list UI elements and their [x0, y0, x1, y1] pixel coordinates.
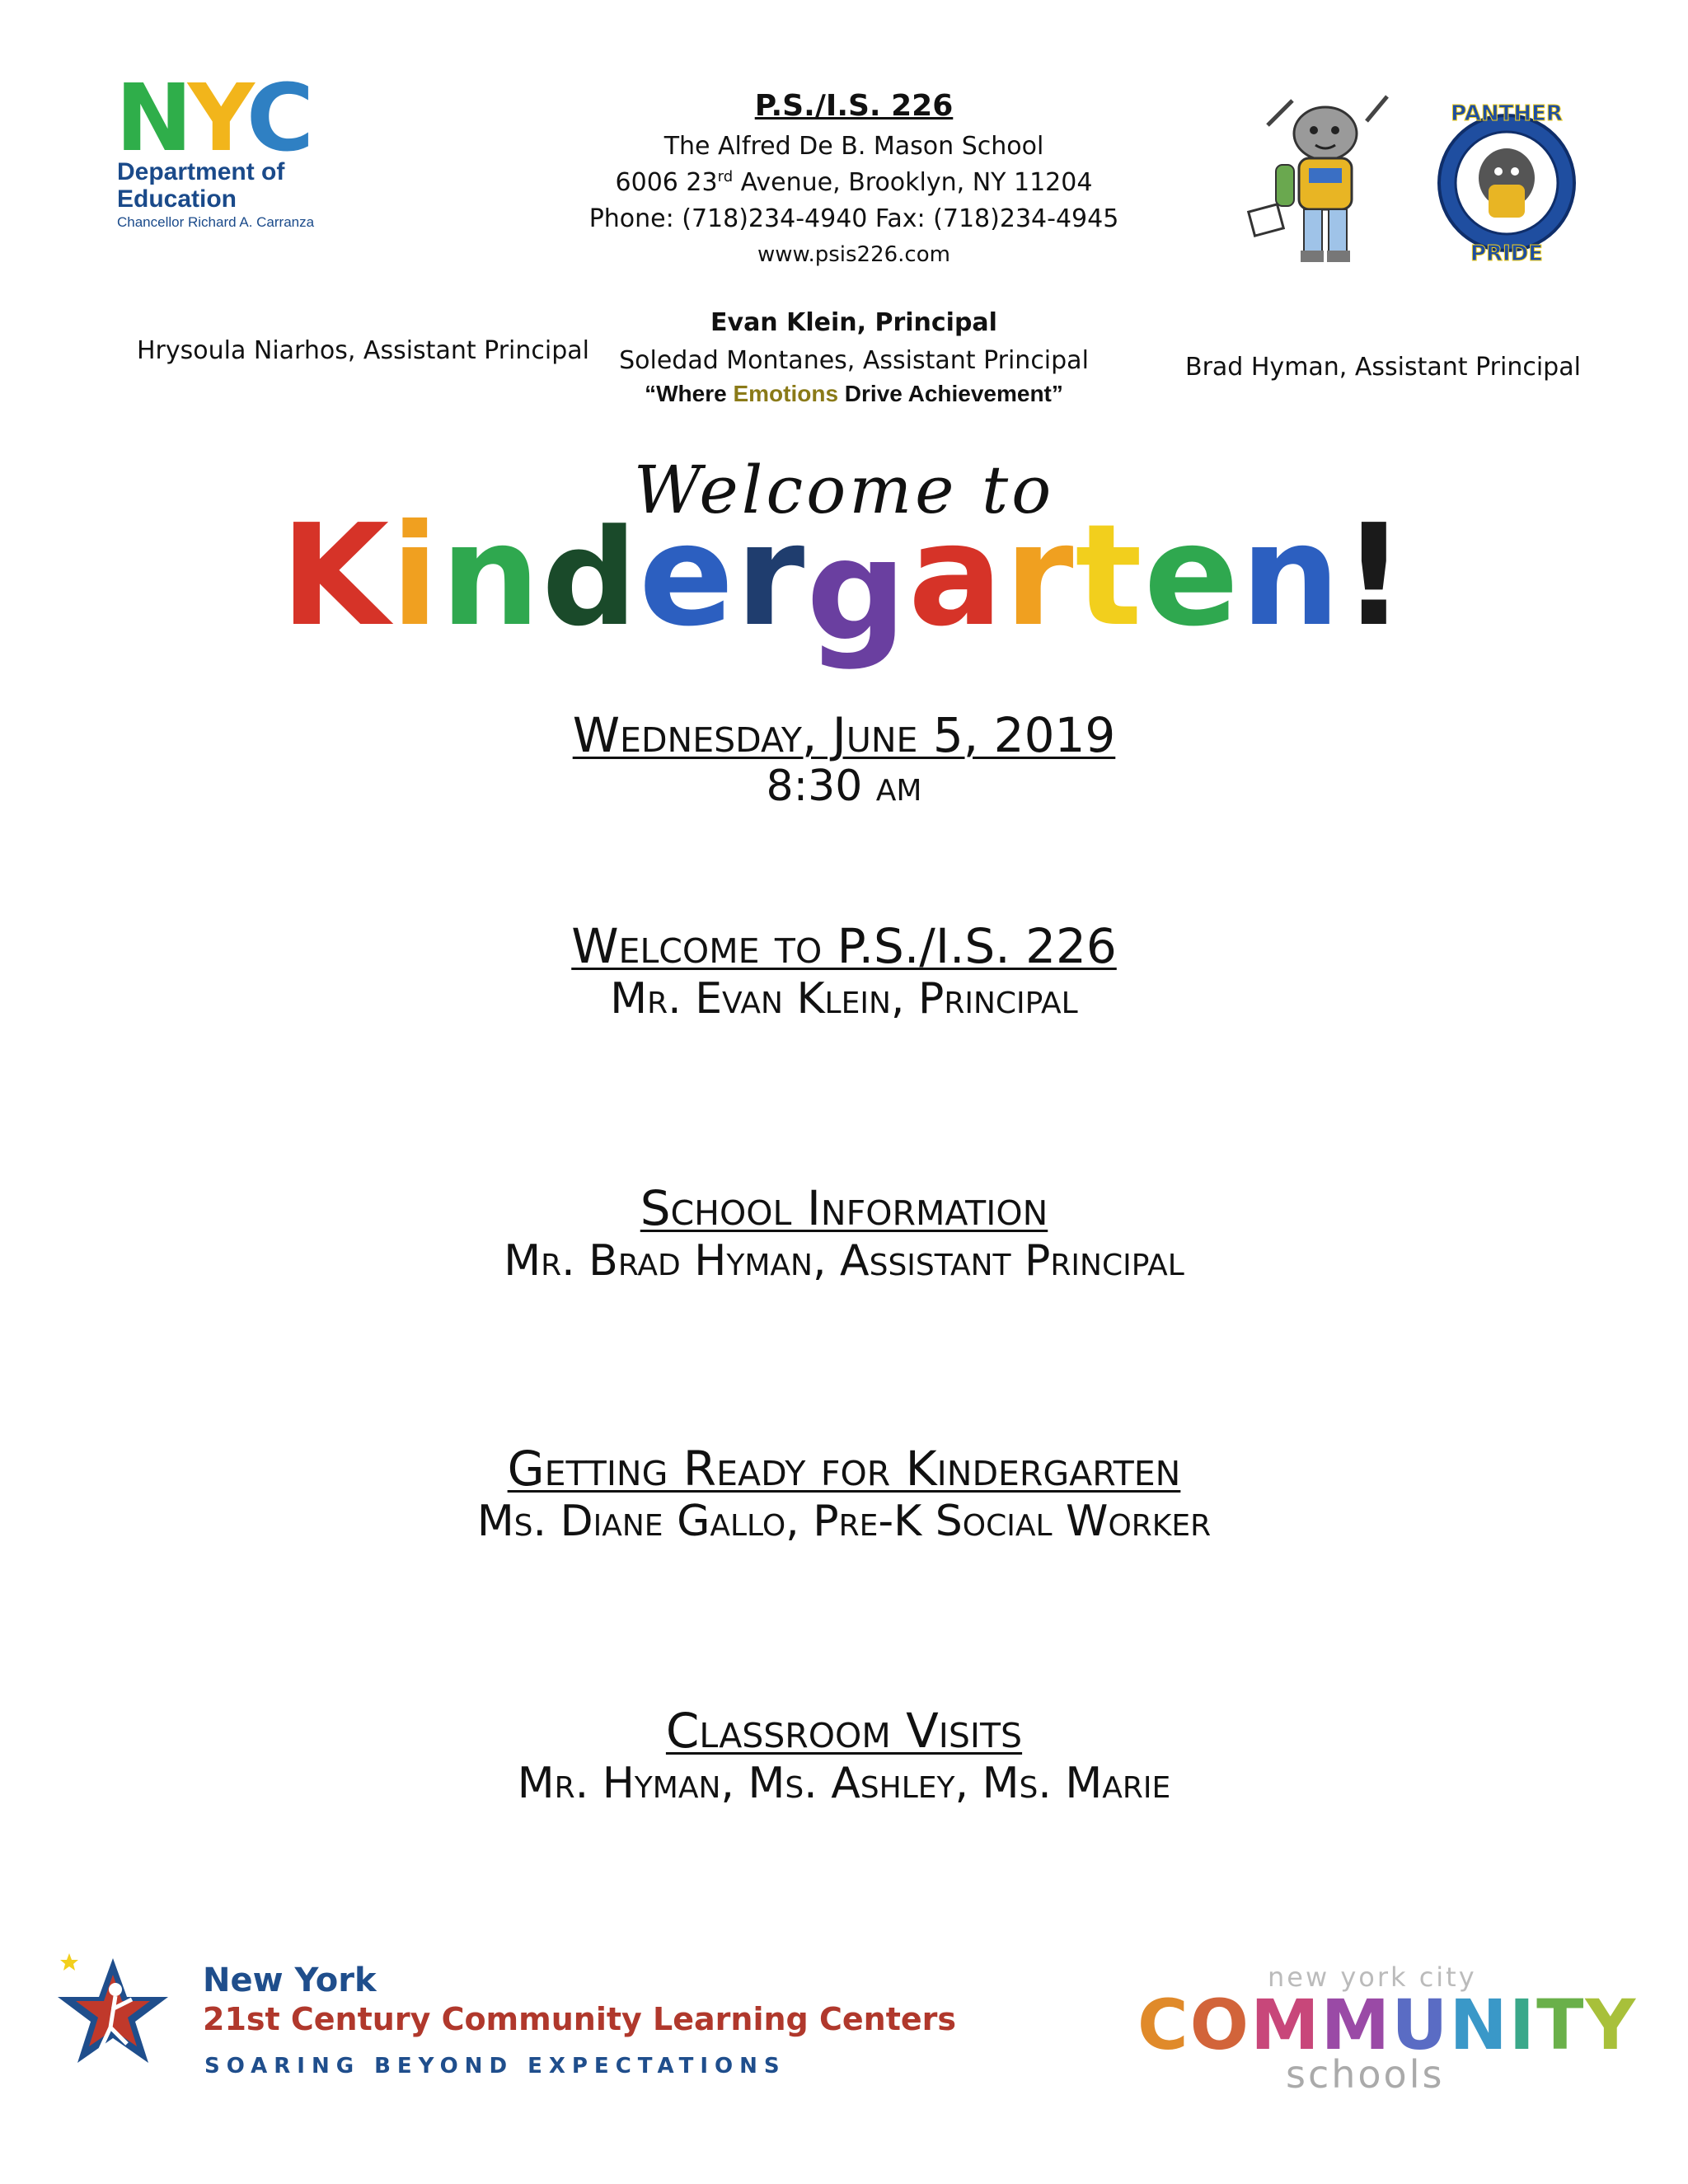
seal-bottom-text: PRIDE — [1470, 241, 1544, 265]
school-motto: “Where Emotions Drive Achievement” — [645, 381, 1063, 406]
ny21-subtitle: 21st Century Community Learning Centers — [203, 2001, 956, 2037]
panther-mascot-icon — [1243, 92, 1408, 274]
school-address: 6006 23rd Avenue, Brooklyn, NY 11204 — [615, 168, 1093, 197]
title-letter: r — [1004, 494, 1076, 658]
title-letter: e — [1143, 494, 1241, 658]
ny21-title: New York — [203, 1961, 377, 1999]
title-letter: e — [639, 494, 736, 658]
agenda-speaker-getting-ready: Ms. Diane Gallo, Pre-K Social Worker — [476, 1497, 1212, 1546]
title-letter: r — [735, 494, 807, 658]
wordmark-letter: N — [1449, 1985, 1509, 2065]
wordmark-letter: M — [1250, 1985, 1321, 2065]
title-letter: n — [440, 494, 542, 658]
agenda-heading-classroom-visits: Classroom Visits — [665, 1703, 1023, 1759]
wordmark-letter: M — [1320, 1985, 1392, 2065]
title-letter: K — [280, 494, 392, 658]
logo-letter-y: Y — [187, 65, 246, 172]
wordmark-letter: T — [1536, 1985, 1586, 2065]
wordmark-letter: Y — [1585, 1985, 1638, 2065]
event-time: 8:30 am — [766, 762, 922, 811]
school-name: P.S./I.S. 226 — [754, 89, 954, 123]
agenda-speaker-school-info: Mr. Brad Hyman, Assistant Principal — [504, 1236, 1184, 1286]
title-letter: t — [1075, 494, 1144, 658]
agenda-heading-welcome: Welcome to P.S./I.S. 226 — [571, 918, 1117, 974]
school-full-name: The Alfred De B. Mason School — [663, 132, 1044, 161]
agenda-heading-school-info: School Information — [640, 1180, 1048, 1236]
principal-name: Evan Klein, Principal — [710, 308, 997, 337]
title-letter: n — [1240, 494, 1343, 658]
ny21-tagline: SOARING BEYOND EXPECTATIONS — [204, 2054, 786, 2079]
agenda-heading-getting-ready: Getting Ready for Kindergarten — [507, 1441, 1181, 1497]
wordmark-letter: I — [1508, 1985, 1537, 2065]
star-figure-icon — [51, 1952, 175, 2075]
title-letter: d — [542, 501, 640, 656]
doe-name — [117, 158, 284, 213]
logo-letter-n: N — [115, 65, 188, 172]
seal-top-text: PANTHER — [1451, 101, 1563, 126]
agenda-speaker-classroom-visits: Mr. Hyman, Ms. Ashley, Ms. Marie — [517, 1759, 1171, 1808]
doe-line-2: Education — [117, 185, 237, 213]
school-phone-fax: Phone: (718)234-4940 Fax: (718)234-4945 — [588, 204, 1119, 233]
wordmark-letter: C — [1137, 1985, 1190, 2065]
logo-letter-c: C — [246, 65, 310, 172]
welcome-to-heading: Welcome to — [633, 452, 1055, 528]
title-letter: a — [907, 494, 1005, 658]
wordmark-letter: U — [1391, 1985, 1450, 2065]
title-letter: g — [806, 509, 908, 673]
school-website: www.psis226.com — [757, 242, 950, 267]
doe-line-1: Department of — [117, 158, 285, 185]
assistant-principal-right: Brad Hyman, Assistant Principal — [1185, 353, 1581, 382]
assistant-principal-left: Hrysoula Niarhos, Assistant Principal — [137, 336, 589, 365]
chancellor-name: Chancellor Richard A. Carranza — [117, 214, 315, 230]
wordmark-letter: O — [1189, 1985, 1251, 2065]
assistant-principal-center: Soledad Montanes, Assistant Principal — [619, 346, 1089, 375]
panther-pride-seal-icon — [1432, 92, 1581, 265]
title-letter: ! — [1342, 494, 1408, 658]
title-letter: i — [391, 494, 441, 658]
event-date: Wednesday, June 5, 2019 — [572, 707, 1116, 763]
community-schools-top: new york city — [1268, 1961, 1477, 1993]
community-schools-bottom: schools — [1286, 2052, 1445, 2097]
agenda-speaker-welcome: Mr. Evan Klein, Principal — [610, 974, 1078, 1024]
kindergarten-title — [0, 494, 1688, 673]
